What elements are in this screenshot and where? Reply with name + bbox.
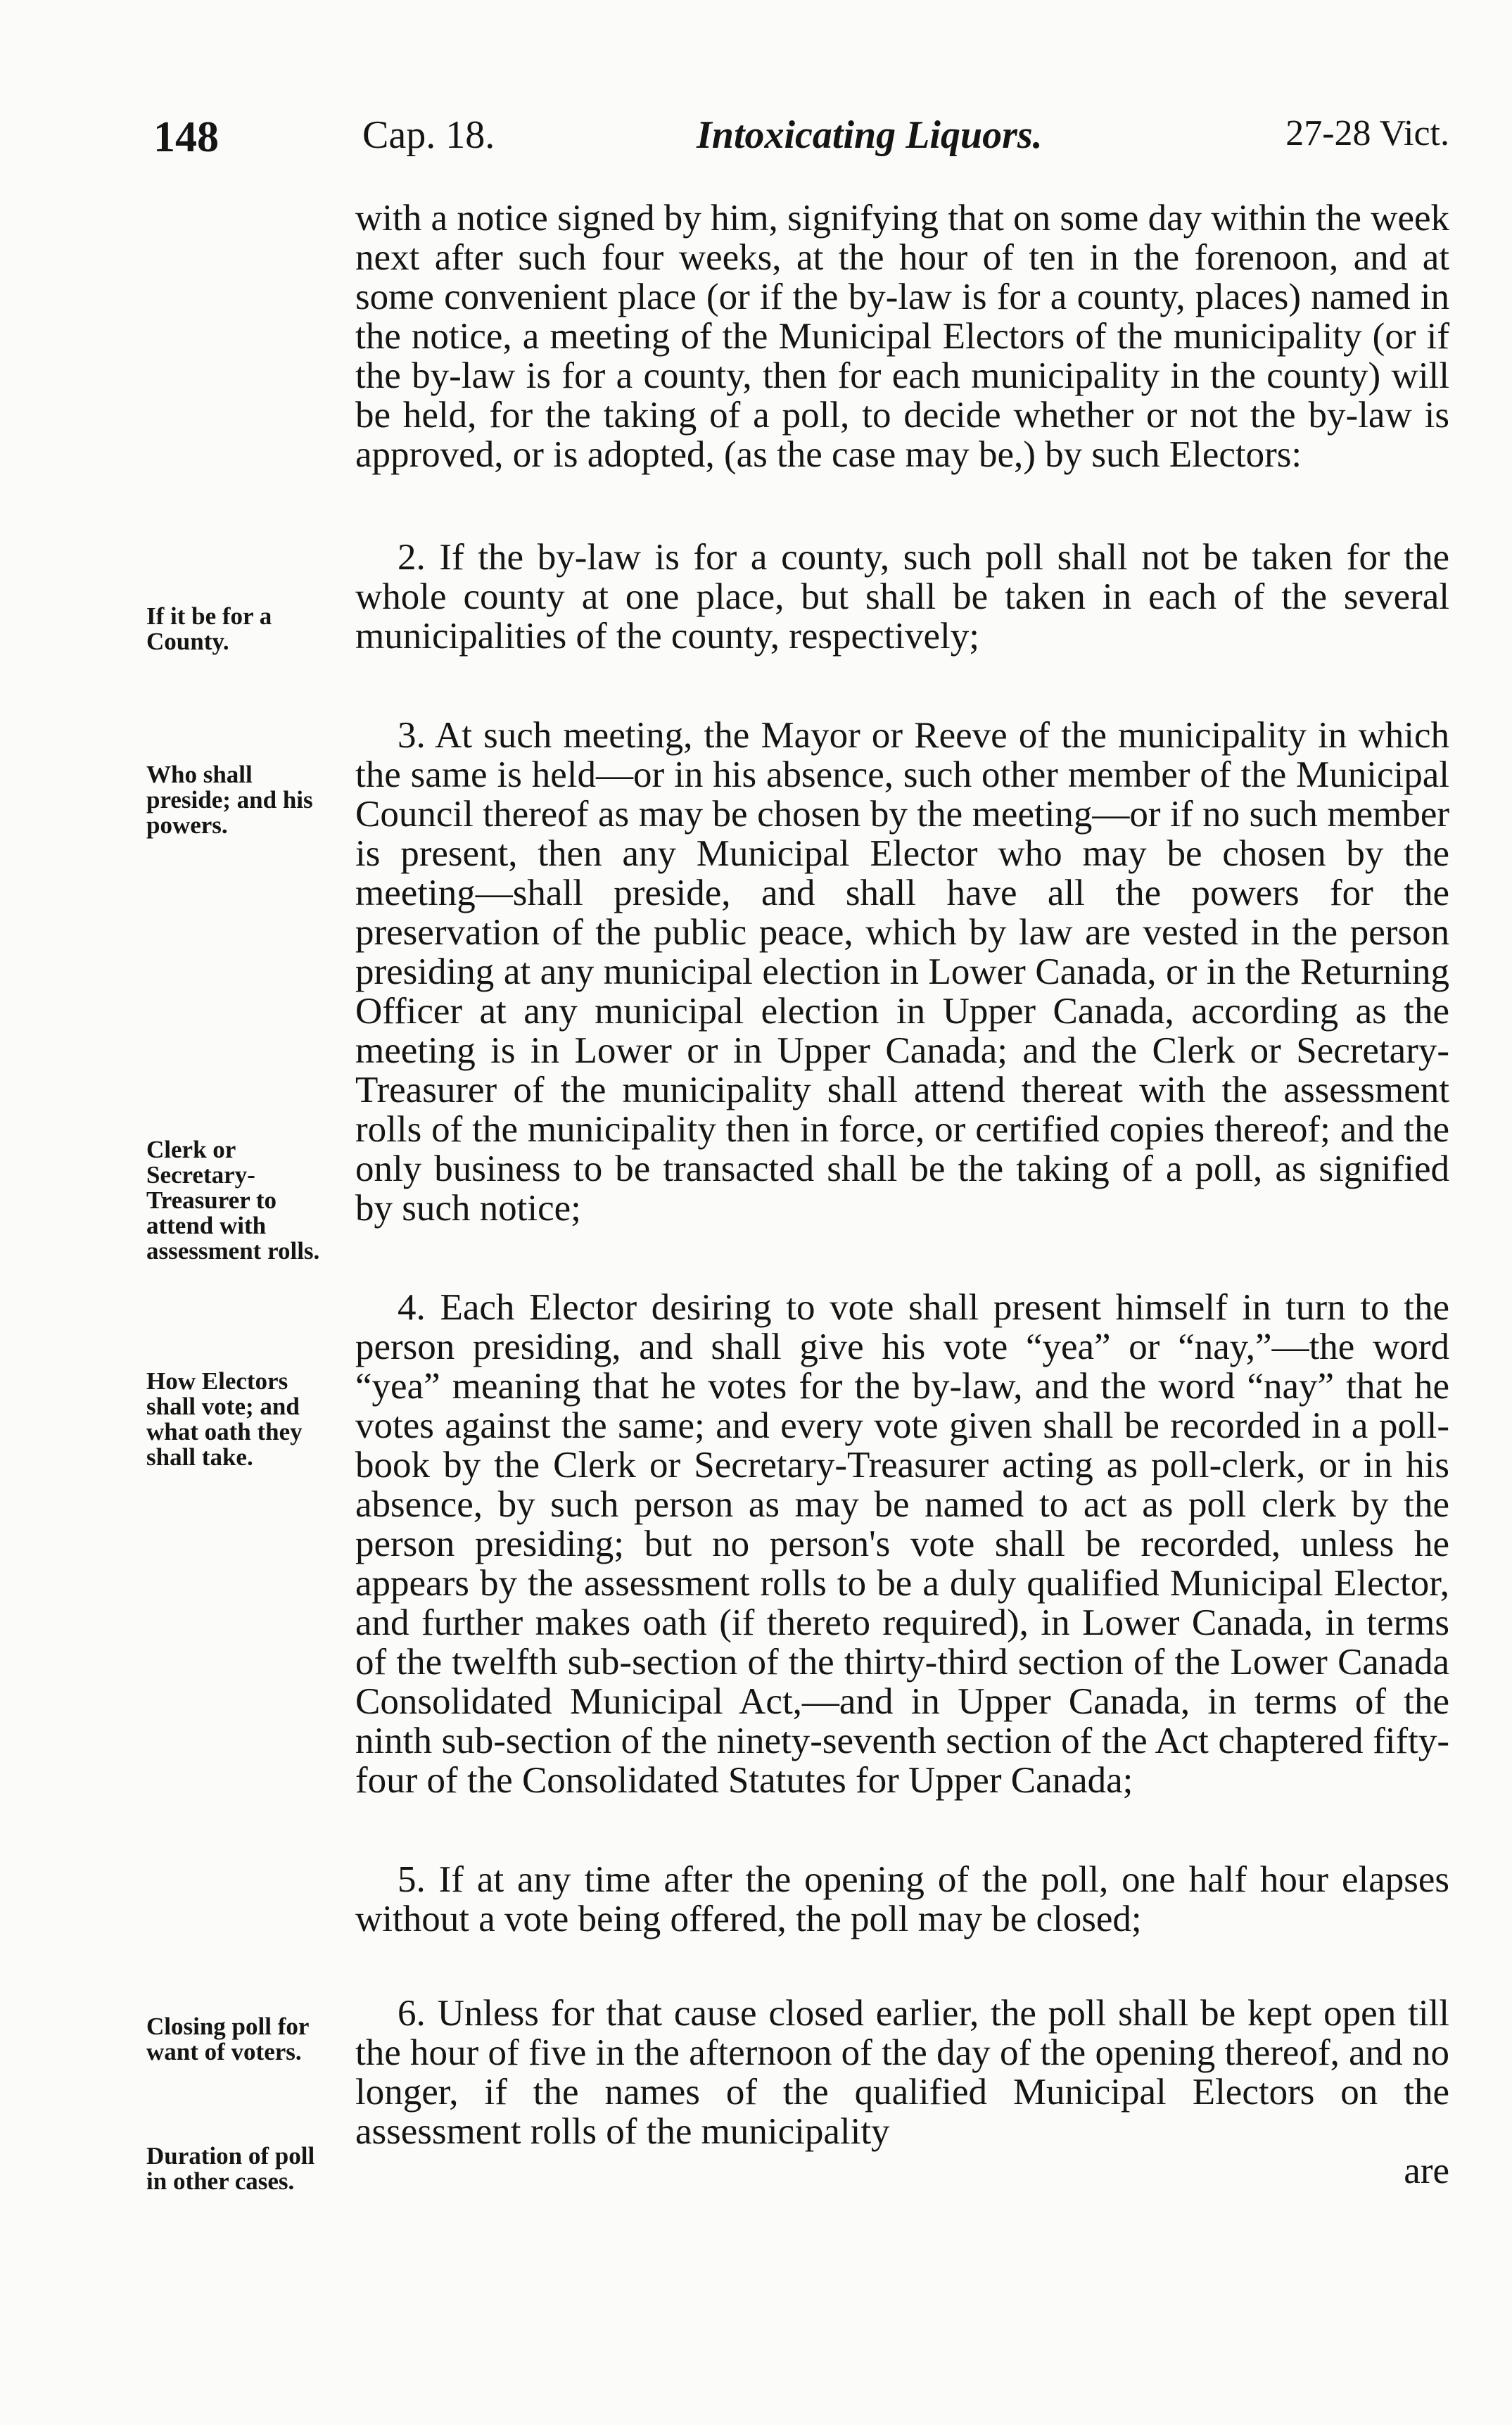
margin-note-county: If it be for a County. bbox=[146, 602, 272, 655]
chapter-number: Cap. 18. bbox=[362, 113, 495, 157]
running-title: Intoxicating Liquors. bbox=[697, 113, 1043, 157]
continued-paragraph: with a notice signed by him, signifying that on some day within the week next after such four weeks, at the hour of ten in the forenoon, and at some convenient place (or if the by-law is for a county, places) named in the notice, a meeting of the Municipal Electors of the municipality (or if the by-law is for a county, then for each municipality in the county) will be held, for the taking of a poll, to decide whether or not the by-law is approved, or is adopted, (as the case may be,) by such Electors: bbox=[355, 198, 1449, 475]
section-5: 5. If at any time after the opening of the poll, one half hour elapses without a vote being offered, the poll may be closed; bbox=[355, 1859, 1449, 1939]
margin-note-electors: How Electors shall vote; and what oath they shall take. bbox=[146, 1367, 303, 1471]
section-6: 6. Unless for that cause closed earlier, the poll shall be kept open till the hour of five in the afternoon of the day of the opening thereof, and no longer, if the names of the qualified Municipal Electors on the assessment rolls of the municipality bbox=[355, 1993, 1449, 2152]
body-text bbox=[355, 198, 1449, 2191]
margin-note-preside: Who shall preside; and his powers. bbox=[146, 761, 313, 839]
margin-note-clerk: Clerk or Secretary-Treasurer to attend with assessment rolls. bbox=[146, 1136, 320, 1265]
section-2: 2. If the by-law is for a county, such poll shall not be taken for the whole county at one place, but shall be taken in each of the several municipalities of the county, respectively; bbox=[355, 537, 1449, 657]
section-3: 3. At such meeting, the Mayor or Reeve of the municipality in which the same is held—or in his absence, such other member of the Municipal Council thereof as may be chosen by the meeting—or if no such member is present, then any Municipal Elector who may be chosen by the meeting—shall preside, and shall have all the powers for the preservation of the public peace, which by law are vested in the person presiding at any municipal election in Lower Canada, or in the Returning Officer at any municipal election in Upper Canada, according as the meeting is in Lower or in Upper Canada; and the Clerk or Secretary-Treasurer of the municipality shall attend thereat with the assessment rolls of the municipality then in force, or certified copies thereof; and the only business to be transacted shall be the taking of a poll, as signified by such notice; bbox=[355, 715, 1449, 1229]
regnal-year: 27-28 Vict. bbox=[1285, 113, 1449, 153]
margin-note-closing: Closing poll for want of voters. bbox=[146, 2013, 309, 2065]
section-4: 4. Each Elector desiring to vote shall present himself in turn to the person presiding, and shall give his vote “yea” or “nay,”—the word “yea” meaning that he votes for the by-law, and the word “nay” that he votes against the same; and every vote given shall be recorded in a poll-book by the Clerk or Secretary-Treasurer acting as poll-clerk, or in his absence, by such person as may be named to act as poll clerk by the person presiding; but no person's vote shall be recorded, unless he appears by the assessment rolls to be a duly qualified Municipal Elector, and further makes oath (if thereto required), in Lower Canada, in terms of the twelfth sub-section of the thirty-third section of the Lower Canada Consolidated Municipal Act,—and in Upper Canada, in terms of the ninth sub-section of the ninety-seventh section of the Act chaptered fifty-four of the Consolidated Statutes for Upper Canada; bbox=[355, 1287, 1449, 1801]
catchword: are bbox=[1404, 2151, 1449, 2191]
page-number: 148 bbox=[153, 113, 219, 161]
margin-note-duration: Duration of poll in other cases. bbox=[146, 2142, 315, 2195]
running-header bbox=[141, 113, 1449, 169]
